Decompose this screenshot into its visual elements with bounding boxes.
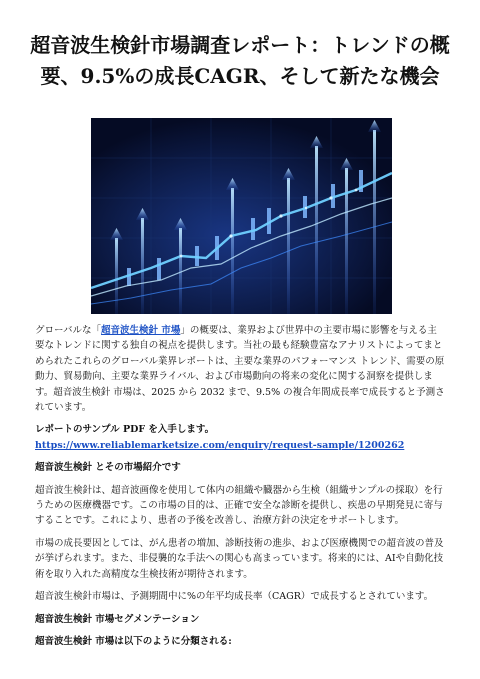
page-title: 超音波生検針市場調査レポート：トレンドの概要、9.5%の成長CAGR、そして新たな機会 bbox=[30, 33, 450, 88]
intro-paragraph: グローバルな「超音波生検針 市場」の概要は、業界および世界中の主要市場に影響を与える主要なトレンドに関する独自の視点を提供します。当社の最も経験豊富なアナリストによってまとめられたこれらのグローバル業界レポートは、主要な業界のパフォーマンス トレンド、需要の原動力、貿易動向、主要な業界ライバル、および市場動向の将来の変化に関する洞察を提供します。超音波生検針 市場は、2025 から 2032 まで、9.5% の複合年間成長率で成長すると予測されています。 bbox=[35, 325, 445, 414]
sample-label: レポートのサンプル PDF を入手します。 bbox=[35, 424, 215, 436]
section-heading-segmentation: 超音波生検針 市場セグメンテーション bbox=[35, 613, 200, 625]
sample-paragraph bbox=[35, 422, 445, 453]
paragraph-cagr: 超音波生検針市場は、予測期間中に%の年平均成長率（CAGR）で成長するとされています。 bbox=[35, 591, 434, 603]
paragraph-growth: 市場の成長要因としては、がん患者の増加、診断技術の進歩、および医療機関での超音波の普及が挙げられます。また、非侵襲的な手法への関心も高まっています。将来的には、AIや自動化技術を取り入れた高精度な生検技術が期待されます。 bbox=[35, 537, 444, 580]
sample-url-link[interactable]: https://www.reliablemarketsize.com/enquiry/request-sample/1200262 bbox=[35, 439, 405, 451]
document-body bbox=[35, 323, 445, 656]
market-link[interactable]: 超音波生検針 市場 bbox=[101, 325, 181, 336]
stock-chart-illustration bbox=[91, 118, 392, 314]
hero-image bbox=[91, 118, 392, 314]
section-heading-intro: 超音波生検針 とその市場紹介です bbox=[35, 462, 181, 474]
paragraph-definition: 超音波生検針は、超音波画像を使用して体内の組織や臓器から生検（組織サンプルの採取）を行うための医療機器です。この市場の目的は、正確で安全な診断を提供し、疾患の早期発見に寄与することです。これにより、患者の予後を改善し、治療方針の決定をサポートします。 bbox=[35, 484, 443, 527]
section-heading-classification: 超音波生検針 市場は以下のように分類される: bbox=[35, 635, 232, 647]
